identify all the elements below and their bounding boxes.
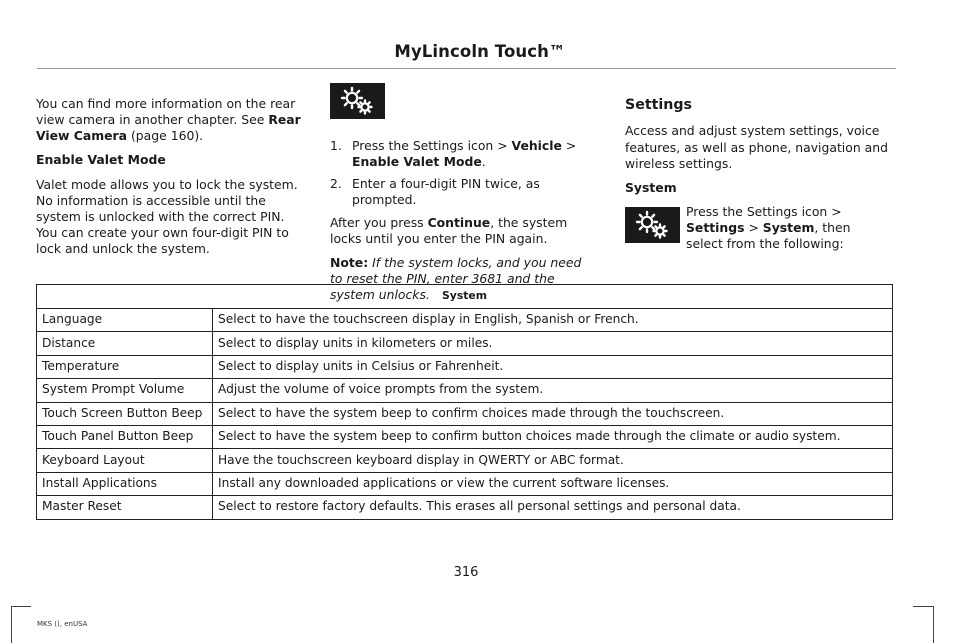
setting-description: Select to restore factory defaults. This erases all personal settings and personal data. — [213, 496, 893, 519]
crop-mark — [933, 606, 934, 643]
setting-name: Touch Screen Button Beep — [37, 402, 213, 425]
step-text: Enter a four-digit PIN twice, as prompted. — [352, 176, 540, 208]
column-1 — [36, 96, 301, 265]
note-text: If the system locks, and you need to reset the PIN, enter 3681 and the system unlocks. — [330, 254, 582, 302]
text: , then select from the following: — [686, 220, 851, 252]
table-row — [37, 472, 893, 495]
valet-mode-paragraph: Valet mode allows you to lock the system. No information is accessible until the system is unlocked with the correct PIN. You can create your own four-digit PIN to lock and unlock the system. — [36, 176, 298, 256]
text: > — [744, 220, 763, 236]
text: (page 160). — [127, 128, 204, 144]
settings-heading: Settings — [625, 97, 692, 113]
crop-mark — [913, 606, 934, 607]
setting-name: Temperature — [37, 355, 213, 378]
system-instruction-text — [686, 204, 890, 252]
valet-mode-heading: Enable Valet Mode — [36, 152, 166, 168]
crop-mark — [11, 606, 31, 607]
settings-paragraph: Access and adjust system settings, voice features, as well as phone, navigation and wireless settings. — [625, 123, 888, 171]
header-divider — [37, 68, 896, 69]
table-row — [37, 402, 893, 425]
setting-description: Have the touchscreen keyboard display in QWERTY or ABC format. — [213, 449, 893, 472]
list-item — [330, 176, 595, 208]
valet-steps-list — [330, 138, 595, 209]
rear-view-camera-link[interactable]: Rear View Camera — [36, 112, 301, 144]
text: , the system locks until you enter the PIN again. — [330, 214, 568, 246]
list-item — [330, 138, 595, 170]
footer-text — [37, 620, 87, 629]
note-label: Note: — [330, 254, 369, 270]
setting-name: Master Reset — [37, 496, 213, 519]
setting-name: Language — [37, 309, 213, 332]
step-number: 2. — [330, 176, 342, 192]
text: After you press — [330, 214, 428, 230]
setting-description: Select to display units in Celsius or Fahrenheit. — [213, 355, 893, 378]
table-row — [37, 379, 893, 402]
gear-settings-icon — [625, 207, 680, 243]
text: . — [481, 154, 486, 170]
column-2 — [330, 83, 595, 311]
continue-paragraph — [330, 215, 595, 247]
table-row — [37, 425, 893, 448]
menu-vehicle: Vehicle — [511, 138, 562, 153]
continue-label: Continue — [427, 214, 491, 230]
footer-line: MKS (), enUSA — [37, 620, 88, 628]
menu-enable-valet-mode: Enable Valet Mode — [352, 154, 482, 170]
table-row — [37, 355, 893, 378]
table-row — [37, 496, 893, 519]
system-instruction — [625, 204, 890, 252]
page-number: 316 — [453, 565, 479, 580]
system-subheading: System — [625, 179, 677, 195]
step-number: 1. — [330, 138, 342, 153]
setting-description: Select to display units in kilometers or miles. — [213, 332, 893, 355]
crop-mark — [11, 606, 12, 643]
menu-system: System — [762, 220, 815, 236]
setting-name: Keyboard Layout — [37, 449, 213, 472]
setting-description: Install any downloaded applications or view the current software licenses. — [213, 472, 893, 495]
page-title: MyLincoln Touch™ — [394, 42, 566, 61]
text: Press the Settings icon > — [352, 138, 512, 153]
menu-settings: Settings — [686, 220, 745, 236]
text: You can find more information on the rear view camera in another chapter. See — [36, 96, 296, 128]
table-row — [37, 309, 893, 332]
rear-camera-paragraph — [36, 96, 301, 144]
setting-description: Select to have the system beep to confirm choices made through the touchscreen. — [213, 402, 893, 425]
setting-name: Install Applications — [37, 472, 213, 495]
text: > — [561, 138, 577, 153]
table-row — [37, 332, 893, 355]
table-caption: System — [37, 285, 893, 309]
table-row — [37, 449, 893, 472]
gear-settings-icon — [330, 83, 385, 119]
setting-description: Select to have the touchscreen display in English, Spanish or French. — [213, 309, 893, 332]
setting-description: Select to have the system beep to confirm button choices made through the climate or audio system. — [213, 425, 893, 448]
setting-name: System Prompt Volume — [37, 379, 213, 402]
setting-name: Distance — [37, 332, 213, 355]
column-3 — [625, 96, 890, 252]
table-header-row — [37, 285, 893, 309]
text: Press the Settings icon > — [686, 203, 842, 219]
setting-description: Adjust the volume of voice prompts from the system. — [213, 379, 893, 402]
system-settings-table — [36, 284, 893, 520]
step-text — [352, 138, 595, 170]
setting-name: Touch Panel Button Beep — [37, 425, 213, 448]
